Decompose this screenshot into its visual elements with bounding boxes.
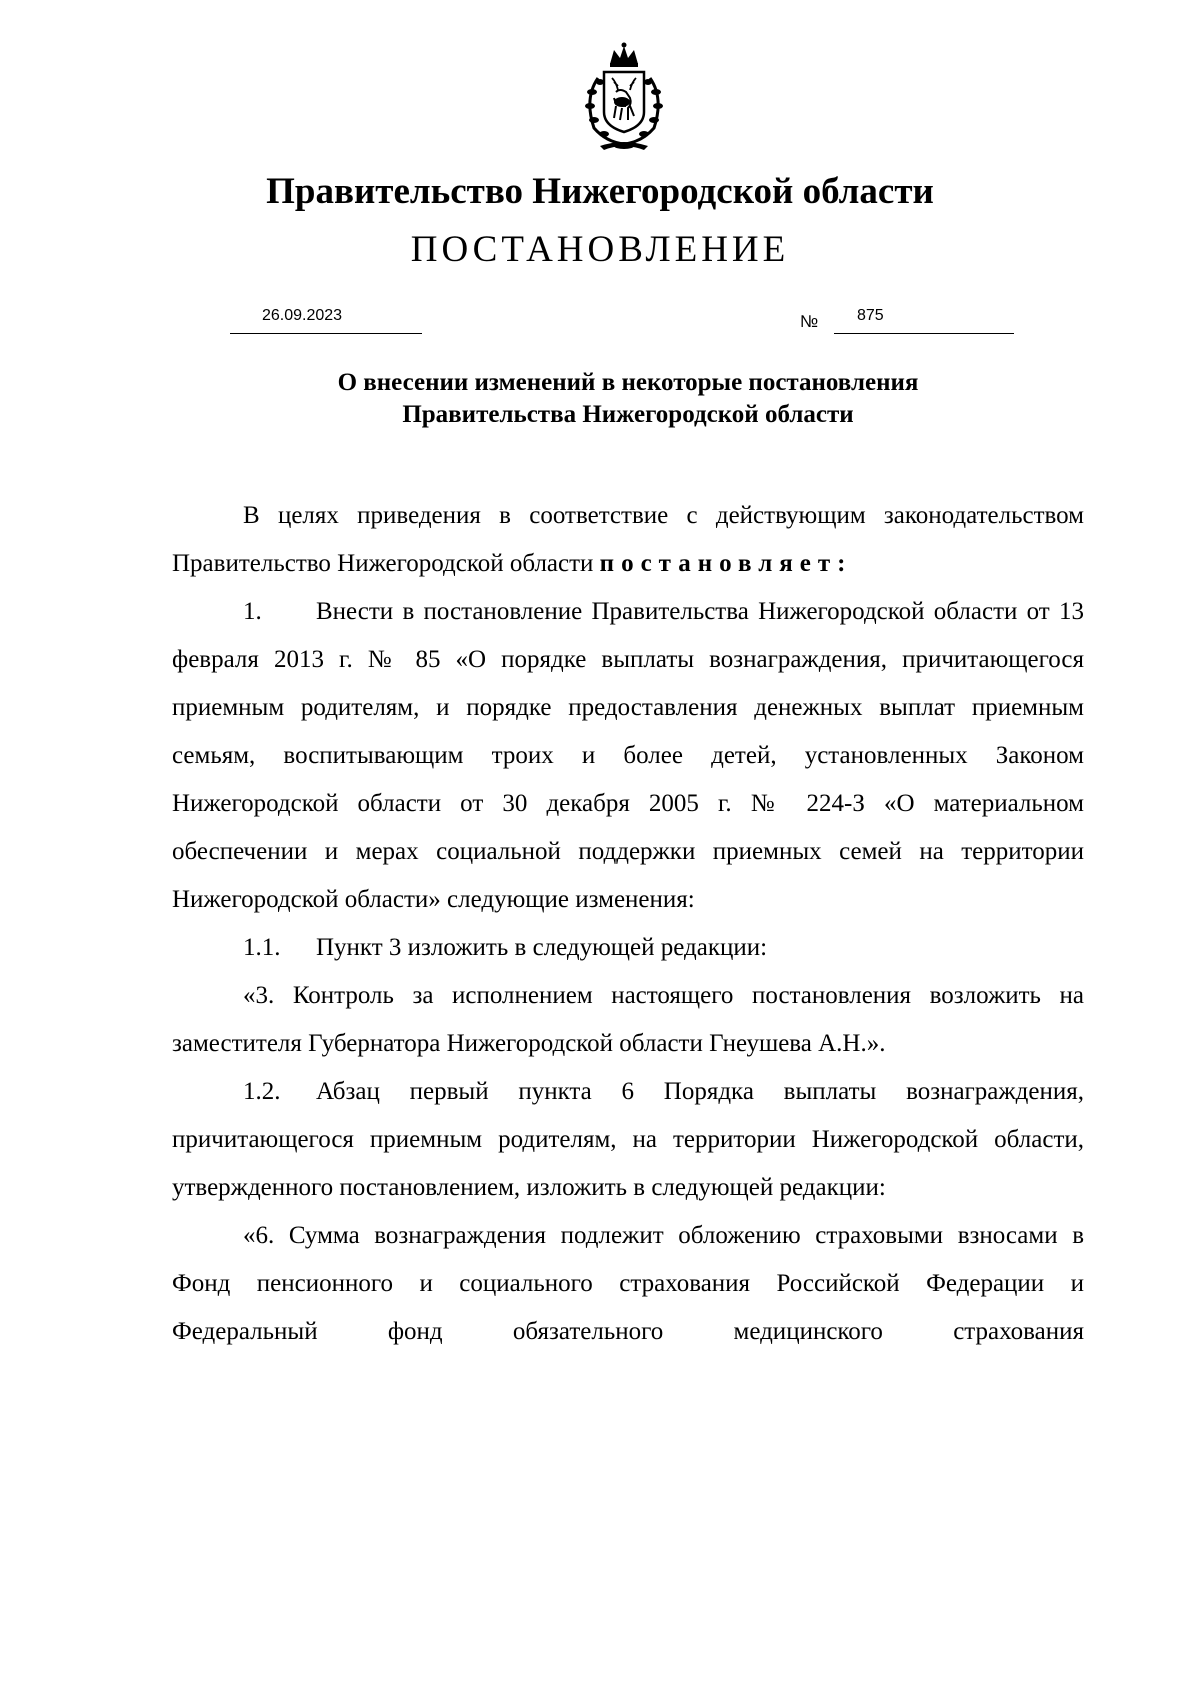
document-subject	[172, 367, 1084, 431]
paragraph-1-1-number: 1.1.	[243, 934, 281, 961]
preamble-text: В целях приведения в соответствие с действующим законодательством Правительство Нижегородской области	[172, 502, 1084, 577]
subject-line-1: О внесении изменений в некоторые постановления	[337, 369, 919, 396]
document-body	[172, 492, 1084, 1356]
paragraph-1-2-number: 1.2.	[243, 1078, 281, 1105]
paragraph-1-1	[172, 924, 1084, 972]
coat-of-arms-icon	[570, 42, 678, 152]
government-title: Правительство Нижегородской области	[266, 171, 934, 212]
date-field	[230, 307, 422, 334]
paragraph-1-2	[172, 1068, 1084, 1212]
decides-word: постановляет:	[599, 550, 853, 577]
paragraph-1	[172, 588, 1084, 924]
paragraph-1-2-quote: «6. Сумма вознаграждения подлежит обложению страховыми взносами в Фонд пенсионного и социального страхования Российской Федерации и Федеральный фонд обязательного медицинского страхования	[172, 1222, 1084, 1345]
paragraph-1-1-quote: «3. Контроль за исполнением настоящего постановления возложить на заместителя Губернатора Нижегородской области Гнеушева А.Н.».	[172, 982, 1084, 1057]
number-sign: №	[800, 312, 819, 331]
document-kind-title: ПОСТАНОВЛЕНИЕ	[410, 229, 790, 270]
number-field	[834, 307, 1014, 334]
paragraph-1-2-text: Абзац первый пункта 6 Порядка выплаты вознаграждения, причитающегося приемным родителям, на территории Нижегородской области, утвержденного постановлением, изложить в следующей редакции:	[172, 1078, 1084, 1201]
number-value: 875	[857, 307, 884, 324]
preamble-paragraph	[172, 492, 1084, 588]
paragraph-1-1-text: Пункт 3 изложить в следующей редакции:	[316, 934, 768, 961]
paragraph-1-number: 1.	[243, 598, 262, 625]
subject-line-2: Правительства Нижегородской области	[402, 401, 854, 428]
paragraph-1-text: Внести в постановление Правительства Нижегородской области от 13 февраля 2013 г. № 85 «О порядке выплаты вознаграждения, причитающегося приемным родителям, и порядке предоставления денежных выплат приемным семьям, воспитывающим троих и более детей, установленных Законом Нижегородской области от 30 декабря 2005 г. № 224-З «О материальном обеспечении и мерах социальной поддержки приемных семей на территории Нижегородской области» следующие изменения:	[172, 598, 1084, 913]
date-value: 26.09.2023	[262, 307, 343, 324]
